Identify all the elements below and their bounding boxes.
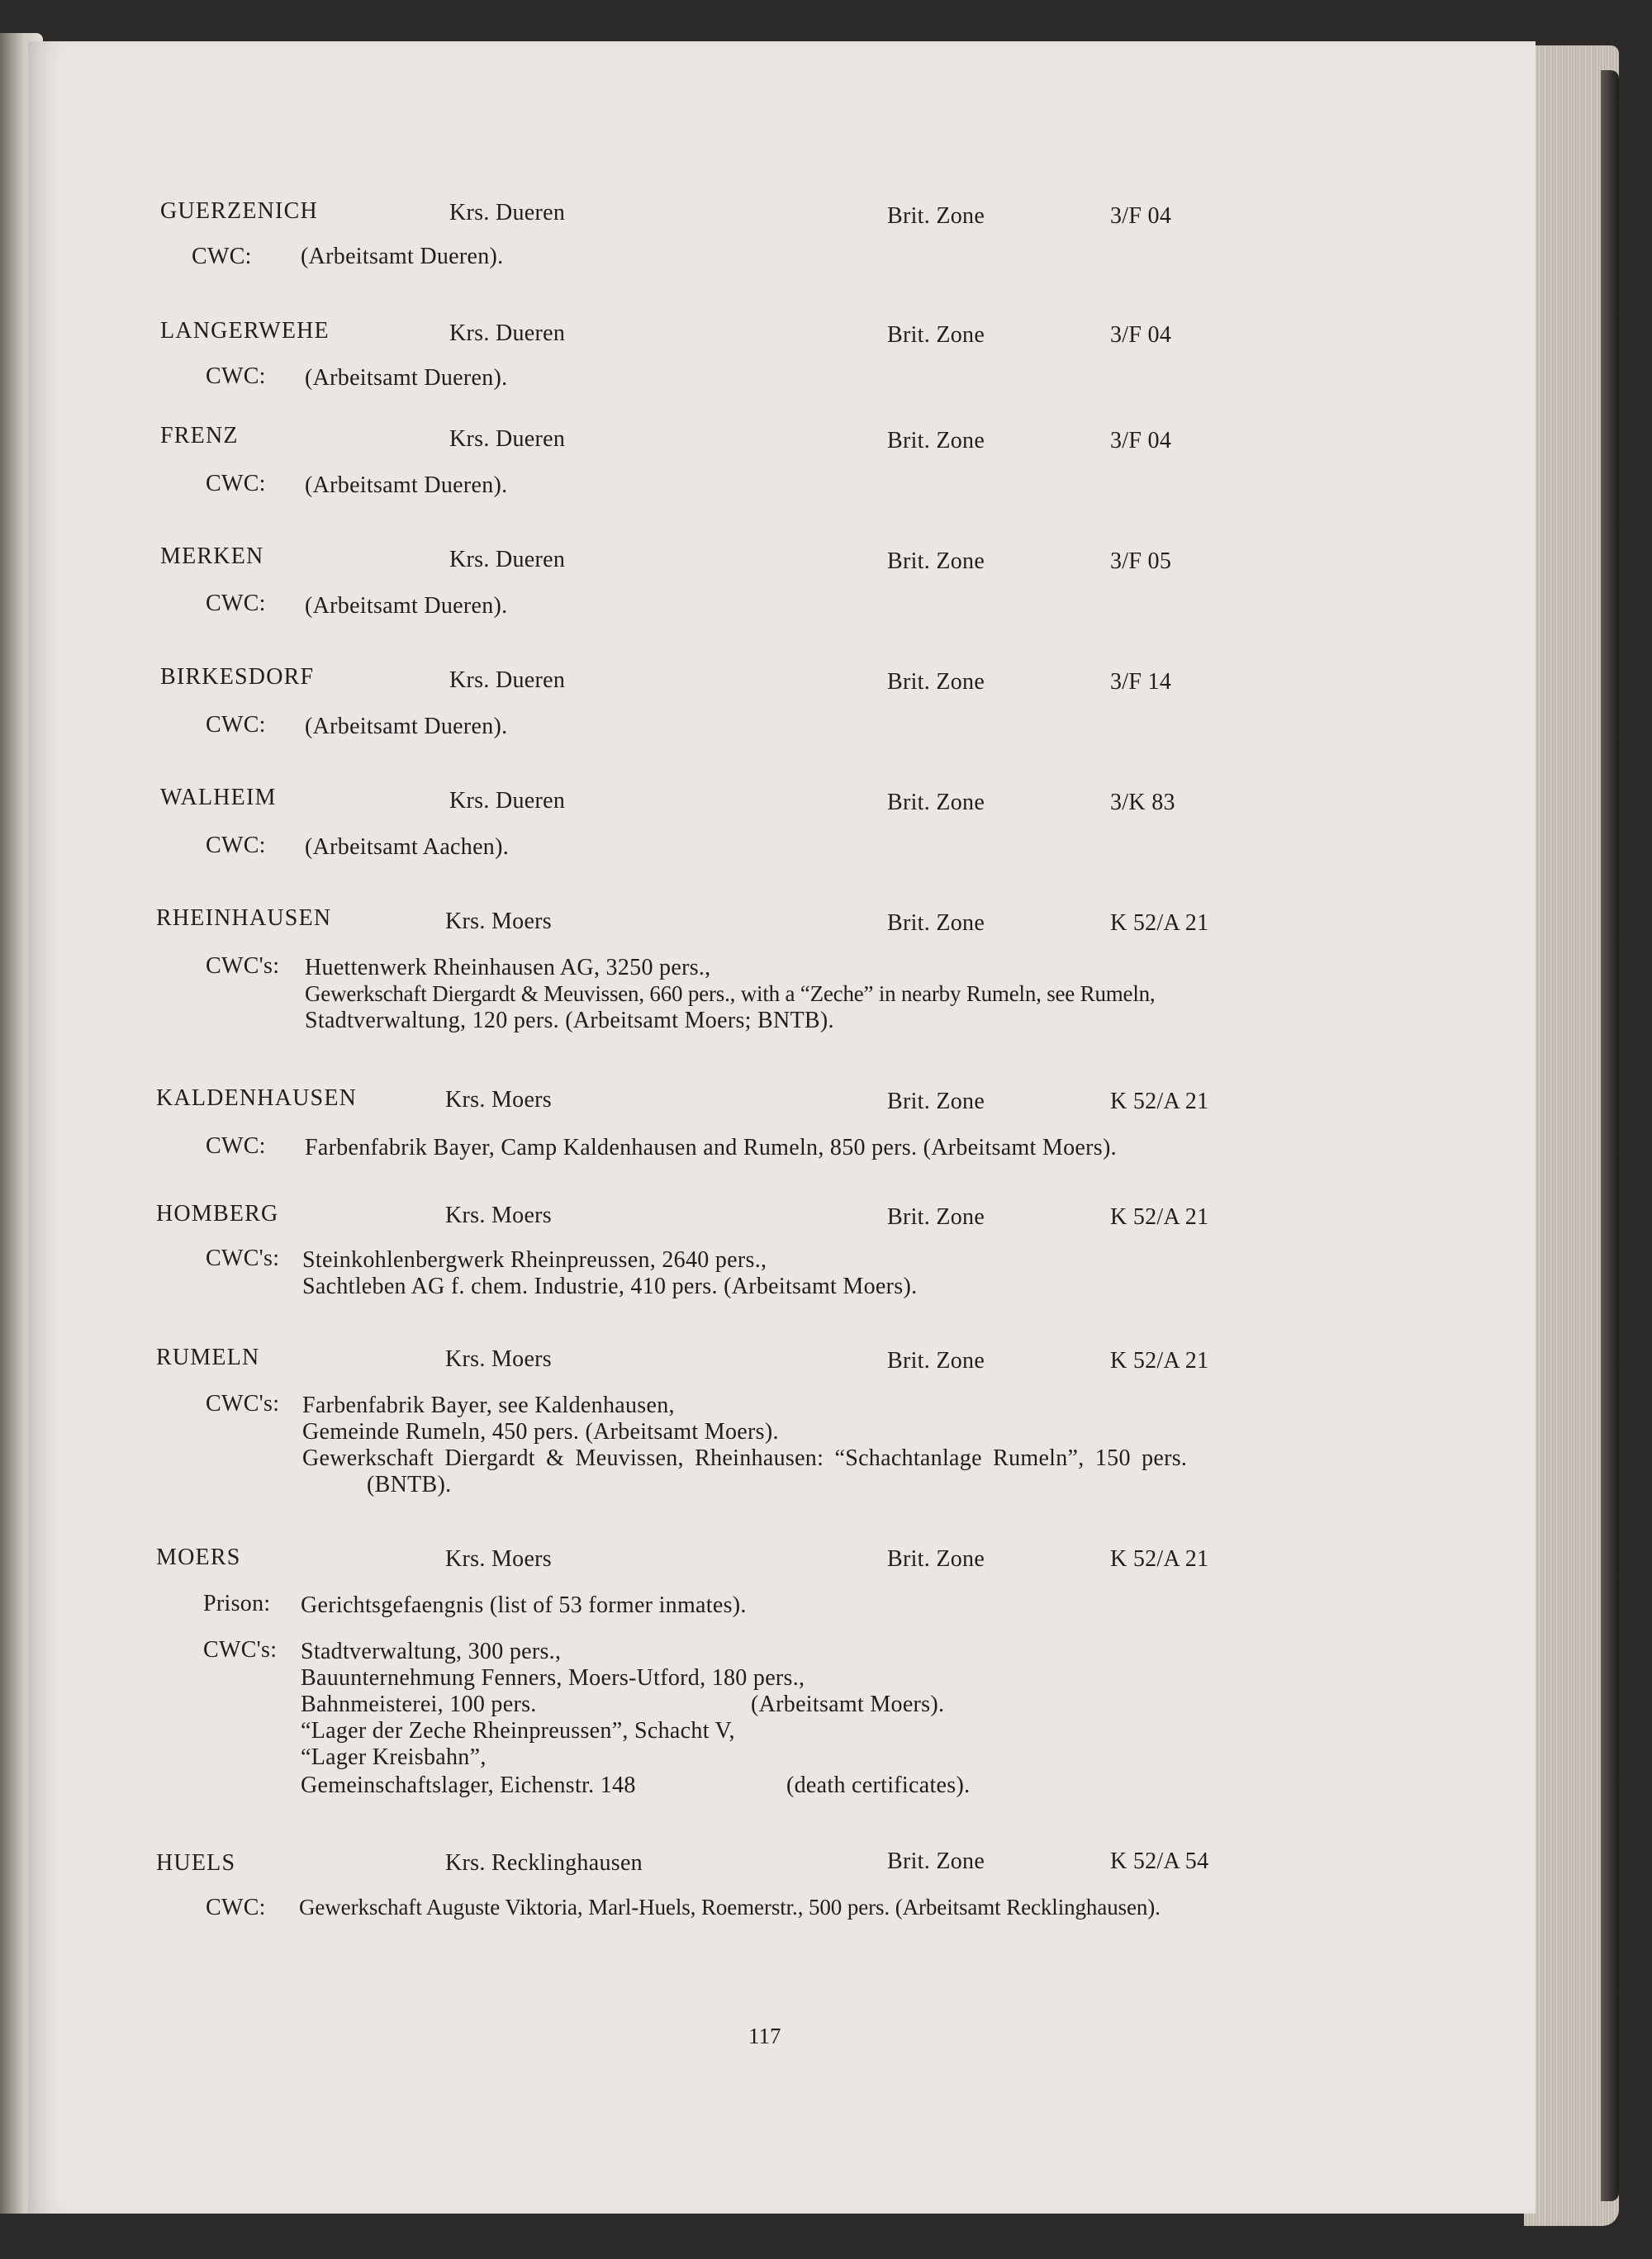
section-line: Bauunternehmung Fenners, Moers-Utford, 180 pers., <box>301 1665 805 1691</box>
grid-code: K 52/A 21 <box>1110 910 1209 936</box>
grid-code: 3/F 04 <box>1110 428 1172 453</box>
section-label: CWC's: <box>206 1246 280 1271</box>
section-label: CWC: <box>206 1895 266 1920</box>
grid-code: 3/F 14 <box>1110 669 1172 695</box>
section-line: Stadtverwaltung, 300 pers., <box>301 1639 562 1664</box>
district: Krs. Dueren <box>449 667 566 693</box>
zone: Brit. Zone <box>887 910 985 936</box>
section-label: CWC: <box>206 471 266 496</box>
grid-code: K 52/A 21 <box>1110 1204 1209 1230</box>
grid-code: K 52/A 21 <box>1110 1348 1209 1374</box>
place-name: MOERS <box>156 1545 241 1570</box>
district: Krs. Dueren <box>449 547 566 572</box>
section-label: CWC's: <box>206 1391 280 1417</box>
section-line: Gewerkschaft Diergardt & Meuvissen, Rheinhausen: “Schachtanlage Rumeln”, 150 pers. <box>302 1445 1188 1471</box>
section-label: CWC's: <box>206 953 280 979</box>
section-line: Farbenfabrik Bayer, see Kaldenhausen, <box>302 1393 675 1418</box>
grid-code: K 52/A 21 <box>1110 1546 1209 1572</box>
book-page <box>28 41 1536 2214</box>
section-line: Gewerkschaft Diergardt & Meuvissen, 660 pers., with a “Zeche” in nearby Rumeln, see Rumeln, <box>305 981 1156 1006</box>
zone: Brit. Zone <box>887 1348 985 1374</box>
district: Krs. Moers <box>445 909 552 934</box>
section-line: “Lager Kreisbahn”, <box>301 1744 487 1770</box>
grid-code: 3/K 83 <box>1110 790 1175 815</box>
section-line: Gemeinde Rumeln, 450 pers. (Arbeitsamt Moers). <box>302 1419 779 1445</box>
section-line: “Lager der Zeche Rheinpreussen”, Schacht V, <box>301 1718 735 1744</box>
grid-code: 3/F 04 <box>1110 203 1172 229</box>
section-line: Farbenfabrik Bayer, Camp Kaldenhausen and Rumeln, 850 pers. (Arbeitsamt Moers). <box>305 1135 1117 1160</box>
side-note: (Arbeitsamt Moers). <box>751 1692 945 1717</box>
zone: Brit. Zone <box>887 669 985 695</box>
place-name: HUELS <box>156 1850 236 1876</box>
section-label: CWC: <box>206 363 266 389</box>
section-line: (Arbeitsamt Aachen). <box>305 834 510 860</box>
district: Krs. Recklinghausen <box>445 1850 643 1876</box>
grid-code: K 52/A 54 <box>1110 1848 1209 1874</box>
grid-code: 3/F 05 <box>1110 548 1172 574</box>
place-name: HOMBERG <box>156 1201 279 1227</box>
district: Krs. Dueren <box>449 426 566 452</box>
place-name: MERKEN <box>160 543 264 569</box>
section-label: CWC: <box>206 833 266 858</box>
section-line: Bahnmeisterei, 100 pers. <box>301 1692 537 1717</box>
zone: Brit. Zone <box>887 548 985 574</box>
section-label: CWC's: <box>203 1637 278 1663</box>
place-name: FRENZ <box>160 423 239 448</box>
grid-code: 3/F 04 <box>1110 322 1172 348</box>
zone: Brit. Zone <box>887 1089 985 1114</box>
section-line: Sachtleben AG f. chem. Industrie, 410 pers. (Arbeitsamt Moers). <box>302 1274 918 1299</box>
place-name: RHEINHAUSEN <box>156 905 332 931</box>
book-spine <box>1601 70 1619 2201</box>
section-label: CWC: <box>206 712 266 738</box>
section-label: Prison: <box>203 1591 271 1616</box>
place-name: RUMELN <box>156 1345 260 1370</box>
place-name: WALHEIM <box>160 785 277 810</box>
section-line: (Arbeitsamt Dueren). <box>301 244 504 269</box>
place-name: LANGERWEHE <box>160 318 330 344</box>
section-line: Gerichtsgefaengnis (list of 53 former inmates). <box>301 1592 747 1618</box>
district: Krs. Dueren <box>449 788 566 814</box>
place-name: BIRKESDORF <box>160 664 315 690</box>
section-label: CWC: <box>206 591 266 616</box>
zone: Brit. Zone <box>887 1848 985 1874</box>
section-line: (BNTB). <box>367 1472 452 1497</box>
district: Krs. Moers <box>445 1087 552 1113</box>
zone: Brit. Zone <box>887 1546 985 1572</box>
page-number: 117 <box>748 2024 781 2048</box>
page-stack-edge <box>1524 45 1619 2226</box>
section-line: Gewerkschaft Auguste Viktoria, Marl-Huels, Roemerstr., 500 pers. (Arbeitsamt Recklinghausen). <box>299 1895 1161 1920</box>
district: Krs. Moers <box>445 1346 552 1372</box>
section-line: (Arbeitsamt Dueren). <box>305 714 508 739</box>
section-line: Stadtverwaltung, 120 pers. (Arbeitsamt Moers; BNTB). <box>305 1008 834 1033</box>
grid-code: K 52/A 21 <box>1110 1089 1209 1114</box>
place-name: GUERZENICH <box>160 198 318 224</box>
zone: Brit. Zone <box>887 1204 985 1230</box>
zone: Brit. Zone <box>887 790 985 815</box>
district: Krs. Dueren <box>449 200 566 225</box>
district: Krs. Dueren <box>449 320 566 346</box>
place-name: KALDENHAUSEN <box>156 1085 358 1111</box>
section-line: Gemeinschaftslager, Eichenstr. 148 <box>301 1773 636 1798</box>
section-line: Huettenwerk Rheinhausen AG, 3250 pers., <box>305 955 711 980</box>
section-line: Steinkohlenbergwerk Rheinpreussen, 2640 pers., <box>302 1247 767 1273</box>
district: Krs. Moers <box>445 1546 552 1572</box>
district: Krs. Moers <box>445 1203 552 1228</box>
section-label: CWC: <box>206 1133 266 1159</box>
section-label: CWC: <box>192 244 252 269</box>
section-line: (Arbeitsamt Dueren). <box>305 593 508 619</box>
side-note: (death certificates). <box>786 1773 971 1798</box>
zone: Brit. Zone <box>887 428 985 453</box>
section-line: (Arbeitsamt Dueren). <box>305 472 508 498</box>
zone: Brit. Zone <box>887 322 985 348</box>
zone: Brit. Zone <box>887 203 985 229</box>
section-line: (Arbeitsamt Dueren). <box>305 365 508 391</box>
